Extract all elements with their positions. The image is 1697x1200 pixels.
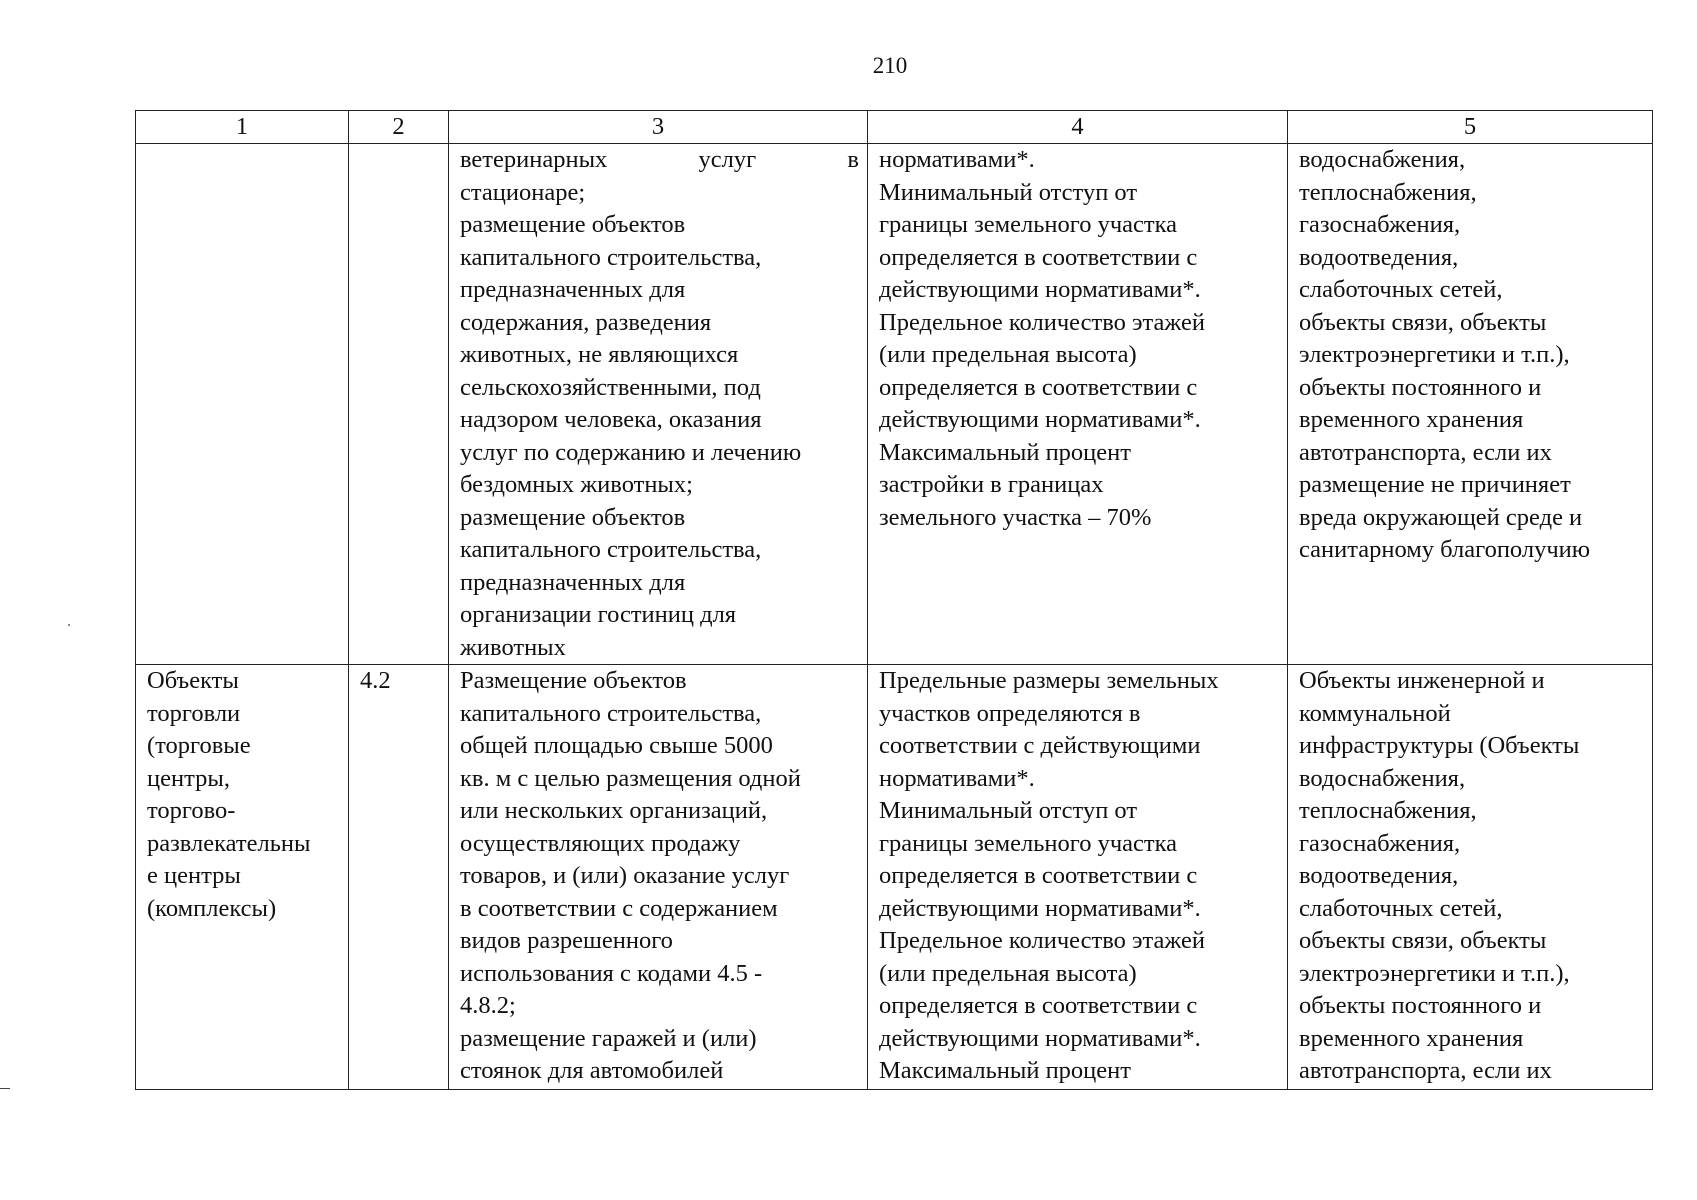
cell-text-line: определяется в соответствии с bbox=[879, 992, 1198, 1019]
cell-text-line: капитального строительства, bbox=[460, 699, 762, 727]
cell-text-line: кв. м с целью размещения одной bbox=[460, 764, 801, 792]
cell-text-line: действующими нормативами*. bbox=[879, 276, 1201, 303]
column-header-1: 1 bbox=[136, 111, 349, 144]
cell-text-line: определяется в соответствии с bbox=[879, 862, 1198, 889]
row-1-description-lines bbox=[460, 177, 859, 665]
page-number: 210 bbox=[872, 53, 908, 78]
cell-text-line: Предельное количество этажей bbox=[879, 308, 1205, 336]
row-1-parameters-cell bbox=[868, 144, 1288, 665]
cell-text-line: Предельное количество этажей bbox=[879, 927, 1205, 954]
row-2-code: 4.2 bbox=[360, 667, 391, 694]
cell-text-line: нормативами*. bbox=[879, 146, 1035, 173]
column-header-2: 2 bbox=[349, 111, 449, 144]
cell-text-line: вреда окружающей среде и bbox=[1299, 503, 1583, 531]
cell-text-line: (торговые bbox=[147, 732, 251, 759]
cell-text-line: Минимальный отступ от bbox=[879, 178, 1138, 206]
cell-text-line: застройки в границах bbox=[879, 471, 1104, 498]
land-use-table bbox=[135, 110, 1653, 1090]
cell-text-line: водоснабжения, bbox=[1299, 764, 1466, 792]
first-line-word: в bbox=[847, 146, 859, 173]
row-1-description-first-line bbox=[460, 144, 859, 177]
cell-text-line: капитального строительства, bbox=[460, 243, 762, 271]
cell-text-line: действующими нормативами*. bbox=[879, 406, 1201, 433]
row-2-description-cell bbox=[449, 665, 868, 1090]
table-header-row bbox=[136, 111, 1653, 144]
cell-text-line: электроэнергетики и т.п.), bbox=[1299, 959, 1570, 987]
cell-text-line: газоснабжения, bbox=[1299, 829, 1461, 857]
cell-text-line: газоснабжения, bbox=[1299, 211, 1461, 238]
row-2-auxiliary-uses-cell bbox=[1288, 665, 1653, 1090]
cell-text-line: границы земельного участка bbox=[879, 211, 1178, 238]
cell-text-line: размещение объектов bbox=[460, 503, 686, 531]
row-1-auxiliary-uses-cell bbox=[1288, 144, 1653, 665]
cell-text-line: торгово- bbox=[147, 797, 236, 824]
cell-text-line: капитального строительства, bbox=[460, 536, 762, 563]
cell-text-line: Минимальный отступ от bbox=[879, 797, 1138, 824]
cell-text-line: границы земельного участка bbox=[879, 829, 1178, 857]
cell-text-line: размещение объектов bbox=[460, 211, 686, 238]
cell-text-line: Предельные размеры земельных bbox=[879, 667, 1219, 694]
cell-text-line: нормативами*. bbox=[879, 764, 1035, 792]
cell-text-line: 4.8.2; bbox=[460, 992, 516, 1019]
cell-text-line: определяется в соответствии с bbox=[879, 243, 1198, 271]
cell-text-line: Максимальный процент bbox=[879, 438, 1131, 466]
first-line-word: услуг bbox=[698, 146, 757, 173]
cell-text-line: слаботочных сетей, bbox=[1299, 276, 1503, 303]
cell-text-line: общей площадью свыше 5000 bbox=[460, 732, 773, 759]
row-2-parameters-cell bbox=[868, 665, 1288, 1090]
cell-text-line: Объекты инженерной и bbox=[1299, 667, 1545, 694]
column-header-4: 4 bbox=[868, 111, 1288, 144]
cell-text-line: объекты постоянного и bbox=[1299, 992, 1542, 1019]
row-1-use-name-cell bbox=[136, 144, 349, 665]
cell-text-line: бездомных животных; bbox=[460, 471, 693, 498]
scan-edge-mark bbox=[0, 1088, 10, 1089]
cell-text-line: животных, не являющихся bbox=[460, 341, 739, 368]
cell-text-line: стационаре; bbox=[460, 178, 586, 206]
cell-text-line: содержания, разведения bbox=[460, 308, 712, 336]
scan-speck bbox=[68, 624, 70, 626]
cell-text-line: объекты постоянного и bbox=[1299, 373, 1542, 401]
cell-text-line: инфраструктуры (Объекты bbox=[1299, 732, 1580, 759]
cell-text-line: теплоснабжения, bbox=[1299, 797, 1477, 824]
cell-text-line: коммунальной bbox=[1299, 699, 1451, 727]
table-row bbox=[136, 665, 1653, 1090]
cell-text-line: осуществляющих продажу bbox=[460, 829, 741, 857]
cell-text-line: определяется в соответствии с bbox=[879, 373, 1198, 401]
cell-text-line: временного хранения bbox=[1299, 1024, 1524, 1052]
column-header-5: 5 bbox=[1288, 111, 1653, 144]
cell-text-line: объекты связи, объекты bbox=[1299, 927, 1547, 954]
cell-text-line: Объекты bbox=[147, 667, 239, 694]
cell-text-line: автотранспорта, если их bbox=[1299, 438, 1552, 466]
row-1-code-cell bbox=[349, 144, 449, 665]
row-1-description-cell bbox=[449, 144, 868, 665]
cell-text-line: временного хранения bbox=[1299, 406, 1524, 433]
cell-text-line: е центры bbox=[147, 862, 241, 889]
cell-text-line: Максимальный процент bbox=[879, 1057, 1131, 1084]
cell-text-line: размещение не причиняет bbox=[1299, 471, 1571, 498]
cell-text-line: (или предельная высота) bbox=[879, 341, 1137, 368]
cell-text-line: видов разрешенного bbox=[460, 927, 673, 954]
cell-text-line: автотранспорта, если их bbox=[1299, 1057, 1552, 1084]
cell-text-line: действующими нормативами*. bbox=[879, 1024, 1201, 1052]
cell-text-line: надзором человека, оказания bbox=[460, 406, 762, 433]
cell-text-line: теплоснабжения, bbox=[1299, 178, 1477, 206]
cell-text-line: центры, bbox=[147, 764, 230, 792]
cell-text-line: водоотведения, bbox=[1299, 243, 1459, 271]
cell-text-line: водоотведения, bbox=[1299, 862, 1459, 889]
cell-text-line: использования с кодами 4.5 - bbox=[460, 959, 763, 987]
cell-text-line: сельскохозяйственными, под bbox=[460, 373, 761, 401]
cell-text-line: санитарному благополучию bbox=[1299, 536, 1591, 563]
cell-text-line: предназначенных для bbox=[460, 568, 686, 596]
cell-text-line: слаботочных сетей, bbox=[1299, 894, 1503, 922]
cell-text-line: торговли bbox=[147, 699, 241, 727]
cell-text-line: электроэнергетики и т.п.), bbox=[1299, 341, 1570, 368]
cell-text-line: водоснабжения, bbox=[1299, 146, 1466, 173]
cell-text-line: товаров, и (или) оказание услуг bbox=[460, 862, 790, 889]
cell-text-line: участков определяются в bbox=[879, 699, 1141, 727]
cell-text-line: животных bbox=[460, 633, 566, 661]
table-row bbox=[136, 144, 1653, 665]
cell-text-line: или нескольких организаций, bbox=[460, 797, 768, 824]
cell-text-line: Размещение объектов bbox=[460, 667, 687, 694]
cell-text-line: объекты связи, объекты bbox=[1299, 308, 1547, 336]
cell-text-line: организации гостиниц для bbox=[460, 601, 737, 628]
cell-text-line: (комплексы) bbox=[147, 894, 277, 922]
row-2-code-cell bbox=[349, 665, 449, 1090]
cell-text-line: услуг по содержанию и лечению bbox=[460, 438, 802, 466]
cell-text-line: развлекательны bbox=[147, 829, 311, 857]
row-2-use-name-cell bbox=[136, 665, 349, 1090]
first-line-word: ветеринарных bbox=[460, 146, 608, 173]
cell-text-line: в соответствии с содержанием bbox=[460, 894, 778, 922]
cell-text-line: стоянок для автомобилей bbox=[460, 1057, 724, 1084]
cell-text-line: действующими нормативами*. bbox=[879, 894, 1201, 922]
cell-text-line: (или предельная высота) bbox=[879, 959, 1137, 987]
cell-text-line: земельного участка – 70% bbox=[879, 503, 1152, 531]
cell-text-line: соответствии с действующими bbox=[879, 732, 1201, 759]
cell-text-line: размещение гаражей и (или) bbox=[460, 1024, 757, 1052]
column-header-3: 3 bbox=[449, 111, 868, 144]
cell-text-line: предназначенных для bbox=[460, 276, 686, 303]
